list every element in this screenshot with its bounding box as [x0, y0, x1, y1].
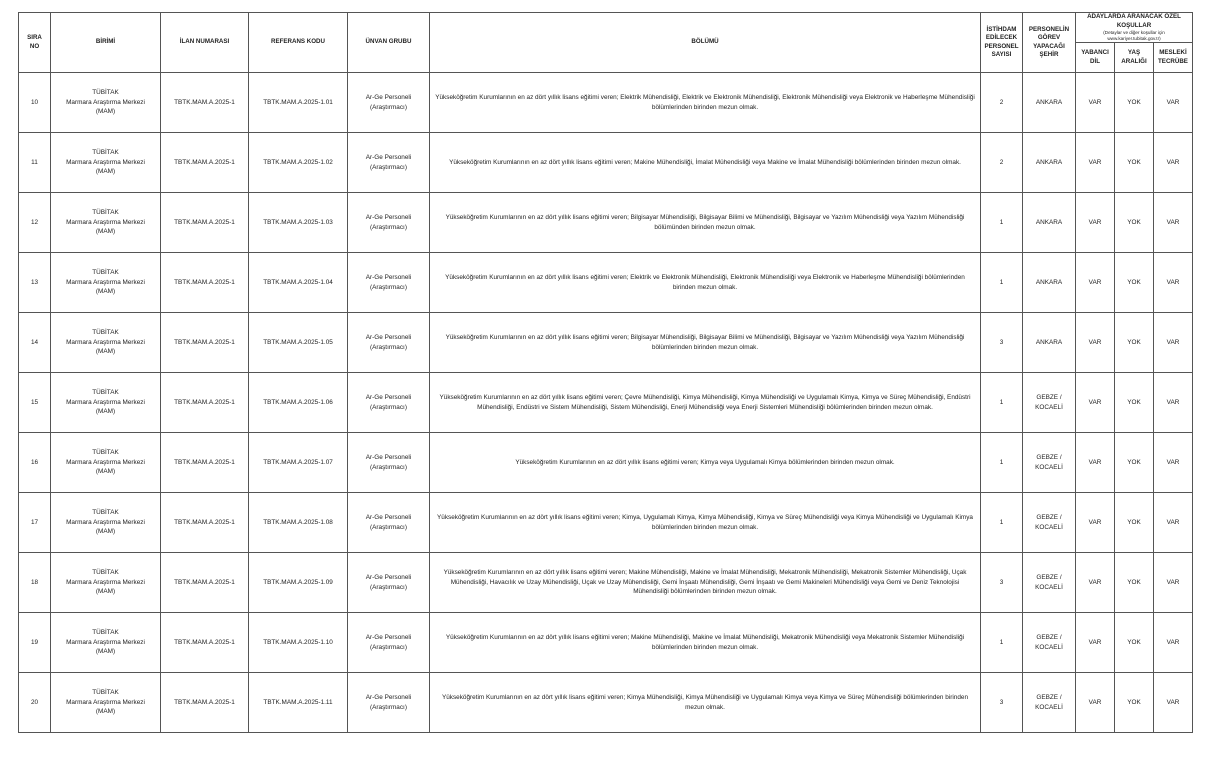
cell-sira-no: 20: [19, 673, 51, 733]
unit-line-3: (MAM): [95, 648, 116, 656]
cell-gorev-sehir: GEBZE / KOCAELİ: [1023, 373, 1076, 433]
cell-unvan-grubu: [348, 433, 430, 493]
unit-line-1: TÜBİTAK: [92, 268, 119, 276]
cell-yas-araligi: YOK: [1115, 73, 1154, 133]
cell-birimi: [51, 673, 161, 733]
unvan-line-1: Ar-Ge Personeli: [365, 693, 412, 701]
unvan-line-2: (Araştırmacı): [370, 283, 407, 291]
cell-yabanci-dil: VAR: [1076, 673, 1115, 733]
cell-bolumu: Yükseköğretim Kurumlarının en az dört yıllık lisans eğitimi veren; Elektrik ve Elektronik Mühendisliği, Elektronik Mühendisliği veya Elektronik ve Haberleşme Mühendisliği bölümlerinden birinden mezun olmak.: [430, 253, 981, 313]
cell-yas-araligi: YOK: [1115, 553, 1154, 613]
unit-line-2: Marmara Araştırma Merkezi: [66, 218, 145, 226]
cell-sira-no: 13: [19, 253, 51, 313]
header-unvan-grubu: ÜNVAN GRUBU: [348, 13, 430, 73]
unvan-line-2: (Araştırmacı): [370, 583, 407, 591]
unit-line-2: Marmara Araştırma Merkezi: [66, 698, 145, 706]
header-gorev-sehir: PERSONELİN GÖREV YAPACAĞI ŞEHİR: [1023, 13, 1076, 73]
cell-ilan-numarasi: TBTK.MAM.A.2025-1: [161, 313, 249, 373]
unvan-line-2: (Araştırmacı): [370, 523, 407, 531]
cell-unvan-grubu: [348, 73, 430, 133]
cell-yabanci-dil: VAR: [1076, 493, 1115, 553]
cell-mesleki-tecrube: VAR: [1154, 133, 1193, 193]
unit-line-3: (MAM): [95, 468, 116, 476]
unvan-line-1: Ar-Ge Personeli: [365, 213, 412, 221]
cell-ilan-numarasi: TBTK.MAM.A.2025-1: [161, 73, 249, 133]
unit-line-1: TÜBİTAK: [92, 88, 119, 96]
cell-yas-araligi: YOK: [1115, 613, 1154, 673]
unit-line-2: Marmara Araştırma Merkezi: [66, 98, 145, 106]
unvan-line-2: (Araştırmacı): [370, 643, 407, 651]
cell-referans-kodu: TBTK.MAM.A.2025-1.02: [249, 133, 348, 193]
unit-line-3: (MAM): [95, 348, 116, 356]
header-birimi: BİRİMİ: [51, 13, 161, 73]
cell-birimi: [51, 73, 161, 133]
unvan-line-1: Ar-Ge Personeli: [365, 153, 412, 161]
table-row: [19, 613, 1193, 673]
cell-yas-araligi: YOK: [1115, 493, 1154, 553]
cell-gorev-sehir: ANKARA: [1023, 193, 1076, 253]
unvan-line-1: Ar-Ge Personeli: [365, 93, 412, 101]
unvan-line-2: (Araştırmacı): [370, 103, 407, 111]
cell-personel-sayisi: 3: [981, 553, 1023, 613]
unit-line-3: (MAM): [95, 288, 116, 296]
cell-ilan-numarasi: TBTK.MAM.A.2025-1: [161, 553, 249, 613]
cell-ilan-numarasi: TBTK.MAM.A.2025-1: [161, 133, 249, 193]
cell-birimi: [51, 313, 161, 373]
header-sira-no: SIRA NO: [19, 13, 51, 73]
cell-gorev-sehir: ANKARA: [1023, 73, 1076, 133]
table-row: [19, 133, 1193, 193]
unit-line-1: TÜBİTAK: [92, 568, 119, 576]
unit-line-1: TÜBİTAK: [92, 328, 119, 336]
cell-personel-sayisi: 1: [981, 373, 1023, 433]
cell-unvan-grubu: [348, 313, 430, 373]
cell-bolumu: Yükseköğretim Kurumlarının en az dört yıllık lisans eğitimi veren; Elektrik Mühendisliği, Elektrik ve Elektronik Mühendisliği, Elektronik Mühendisliği veya Elektronik ve Haberleşme Mühendisliği bölümlerinden birinden mezun olmak.: [430, 73, 981, 133]
unvan-line-1: Ar-Ge Personeli: [365, 633, 412, 641]
header-ozel-kosullar-title: ADAYLARDA ARANACAK ÖZEL KOŞULLAR: [1087, 13, 1181, 29]
cell-mesleki-tecrube: VAR: [1154, 553, 1193, 613]
cell-birimi: [51, 613, 161, 673]
table-row: [19, 73, 1193, 133]
unit-line-3: (MAM): [95, 228, 116, 236]
cell-bolumu: Yükseköğretim Kurumlarının en az dört yıllık lisans eğitimi veren; Çevre Mühendisliği, Kimya Mühendisliği, Kimya Mühendisliği ve Uygulamalı Kimya, Kimya ve Süreç Mühendisliği, Endüstri Mühendisliği, Endüstri ve Sistem Mühendisliği, Sistem Mühendisliği, Enerji Mühendisliği veya Enerji Sistemleri Mühendisliği bölümlerinden birinden mezun olmak.: [430, 373, 981, 433]
unit-line-2: Marmara Araştırma Merkezi: [66, 398, 145, 406]
cell-gorev-sehir: GEBZE / KOCAELİ: [1023, 553, 1076, 613]
cell-sira-no: 17: [19, 493, 51, 553]
unvan-line-2: (Araştırmacı): [370, 343, 407, 351]
cell-referans-kodu: TBTK.MAM.A.2025-1.10: [249, 613, 348, 673]
cell-bolumu: Yükseköğretim Kurumlarının en az dört yıllık lisans eğitimi veren; Bilgisayar Mühendisliği, Bilgisayar Bilimi ve Mühendisliği, Bilgisayar ve Yazılım Mühendisliği veya Yazılım Mühendisliği bölümünden birinden mezun olmak.: [430, 193, 981, 253]
cell-mesleki-tecrube: VAR: [1154, 493, 1193, 553]
cell-mesleki-tecrube: VAR: [1154, 313, 1193, 373]
cell-referans-kodu: TBTK.MAM.A.2025-1.07: [249, 433, 348, 493]
cell-sira-no: 10: [19, 73, 51, 133]
cell-mesleki-tecrube: VAR: [1154, 373, 1193, 433]
cell-bolumu: Yükseköğretim Kurumlarının en az dört yıllık lisans eğitimi veren; Makine Mühendisliği, Makine ve İmalat Mühendisliği, Mekatronik Mühendisliği, Mekatronik Sistemler Mühendisliği, Uçak Mühendisliği, Havacılık ve Uzay Mühendisliği, Uçak ve Uzay Mühendisliği, Gemi İnşaatı Mühendisliği, Gemi İnşaatı ve Gemi Makineleri Mühendisliği veya Gemi ve Deniz Teknolojisi Mühendisliği bölümlerinden birinden mezun olmak.: [430, 553, 981, 613]
cell-referans-kodu: TBTK.MAM.A.2025-1.09: [249, 553, 348, 613]
cell-sira-no: 15: [19, 373, 51, 433]
cell-bolumu: Yükseköğretim Kurumlarının en az dört yıllık lisans eğitimi veren; Kimya Mühendisliği, Kimya Mühendisliği ve Uygulamalı Kimya veya Kimya ve Süreç Mühendisliği bölümlerinden birinden mezun olmak.: [430, 673, 981, 733]
cell-unvan-grubu: [348, 493, 430, 553]
table-row: [19, 553, 1193, 613]
cell-sira-no: 19: [19, 613, 51, 673]
cell-referans-kodu: TBTK.MAM.A.2025-1.04: [249, 253, 348, 313]
cell-yas-araligi: YOK: [1115, 313, 1154, 373]
cell-gorev-sehir: ANKARA: [1023, 253, 1076, 313]
cell-mesleki-tecrube: VAR: [1154, 253, 1193, 313]
cell-bolumu: Yükseköğretim Kurumlarının en az dört yıllık lisans eğitimi veren; Kimya veya Uygulamalı Kimya bölümlerinden birinden mezun olmak.: [430, 433, 981, 493]
cell-bolumu: Yükseköğretim Kurumlarının en az dört yıllık lisans eğitimi veren; Bilgisayar Mühendisliği, Bilgisayar Bilimi ve Mühendisliği, Bilgisayar ve Yazılım Mühendisliği veya Yazılım Mühendisliği bölümlerinden birinden mezun olmak.: [430, 313, 981, 373]
cell-birimi: [51, 253, 161, 313]
cell-unvan-grubu: [348, 193, 430, 253]
cell-mesleki-tecrube: VAR: [1154, 673, 1193, 733]
cell-personel-sayisi: 1: [981, 433, 1023, 493]
cell-yabanci-dil: VAR: [1076, 253, 1115, 313]
unvan-line-1: Ar-Ge Personeli: [365, 393, 412, 401]
cell-sira-no: 12: [19, 193, 51, 253]
unit-line-3: (MAM): [95, 168, 116, 176]
unit-line-3: (MAM): [95, 588, 116, 596]
unit-line-1: TÜBİTAK: [92, 628, 119, 636]
cell-personel-sayisi: 1: [981, 493, 1023, 553]
header-mesleki-tecrube: MESLEKİ TECRÜBE: [1154, 43, 1193, 73]
cell-gorev-sehir: ANKARA: [1023, 133, 1076, 193]
cell-gorev-sehir: GEBZE / KOCAELİ: [1023, 493, 1076, 553]
unvan-line-1: Ar-Ge Personeli: [365, 573, 412, 581]
cell-sira-no: 16: [19, 433, 51, 493]
unit-line-2: Marmara Araştırma Merkezi: [66, 638, 145, 646]
cell-birimi: [51, 433, 161, 493]
cell-personel-sayisi: 1: [981, 193, 1023, 253]
cell-bolumu: Yükseköğretim Kurumlarının en az dört yıllık lisans eğitimi veren; Makine Mühendisliği, Makine ve İmalat Mühendisliği, Mekatronik Mühendisliği veya Mekatronik Sistemler Mühendisliği bölümlerinden birinden mezun olmak.: [430, 613, 981, 673]
cell-yabanci-dil: VAR: [1076, 433, 1115, 493]
cell-ilan-numarasi: TBTK.MAM.A.2025-1: [161, 193, 249, 253]
table-row: [19, 493, 1193, 553]
cell-yabanci-dil: VAR: [1076, 313, 1115, 373]
cell-yas-araligi: YOK: [1115, 133, 1154, 193]
cell-yabanci-dil: VAR: [1076, 373, 1115, 433]
cell-yabanci-dil: VAR: [1076, 193, 1115, 253]
cell-yabanci-dil: VAR: [1076, 133, 1115, 193]
header-ozel-kosullar-note: (Detaylar ve diğer koşullar için www.kariyer.tubitak.gov.tr): [1103, 29, 1165, 41]
cell-birimi: [51, 193, 161, 253]
unit-line-1: TÜBİTAK: [92, 448, 119, 456]
cell-yabanci-dil: VAR: [1076, 553, 1115, 613]
cell-mesleki-tecrube: VAR: [1154, 193, 1193, 253]
table-row: [19, 253, 1193, 313]
table-header: [19, 13, 1193, 73]
cell-birimi: [51, 373, 161, 433]
unvan-line-1: Ar-Ge Personeli: [365, 273, 412, 281]
unit-line-1: TÜBİTAK: [92, 508, 119, 516]
cell-referans-kodu: TBTK.MAM.A.2025-1.05: [249, 313, 348, 373]
cell-referans-kodu: TBTK.MAM.A.2025-1.08: [249, 493, 348, 553]
cell-unvan-grubu: [348, 133, 430, 193]
cell-birimi: [51, 133, 161, 193]
cell-ilan-numarasi: TBTK.MAM.A.2025-1: [161, 433, 249, 493]
cell-ilan-numarasi: TBTK.MAM.A.2025-1: [161, 613, 249, 673]
header-yas-araligi: YAŞ ARALIĞI: [1115, 43, 1154, 73]
cell-ilan-numarasi: TBTK.MAM.A.2025-1: [161, 673, 249, 733]
unit-line-1: TÜBİTAK: [92, 388, 119, 396]
unvan-line-2: (Araştırmacı): [370, 403, 407, 411]
cell-unvan-grubu: [348, 613, 430, 673]
unvan-line-1: Ar-Ge Personeli: [365, 513, 412, 521]
unvan-line-1: Ar-Ge Personeli: [365, 453, 412, 461]
cell-sira-no: 11: [19, 133, 51, 193]
cell-mesleki-tecrube: VAR: [1154, 73, 1193, 133]
cell-yas-araligi: YOK: [1115, 253, 1154, 313]
header-ozel-kosullar: [1076, 13, 1193, 43]
unvan-line-2: (Araştırmacı): [370, 163, 407, 171]
table-row: [19, 673, 1193, 733]
cell-gorev-sehir: ANKARA: [1023, 313, 1076, 373]
table-row: [19, 313, 1193, 373]
cell-bolumu: Yükseköğretim Kurumlarının en az dört yıllık lisans eğitimi veren; Makine Mühendisliği, İmalat Mühendisliği veya Makine ve İmalat Mühendisliği bölümlerinden birinden mezun olmak.: [430, 133, 981, 193]
unit-line-2: Marmara Araştırma Merkezi: [66, 278, 145, 286]
unit-line-3: (MAM): [95, 108, 116, 116]
table-row: [19, 373, 1193, 433]
cell-yas-araligi: YOK: [1115, 433, 1154, 493]
cell-birimi: [51, 553, 161, 613]
cell-personel-sayisi: 1: [981, 613, 1023, 673]
header-referans-kodu: REFERANS KODU: [249, 13, 348, 73]
cell-yas-araligi: YOK: [1115, 193, 1154, 253]
cell-referans-kodu: TBTK.MAM.A.2025-1.01: [249, 73, 348, 133]
unit-line-2: Marmara Araştırma Merkezi: [66, 578, 145, 586]
cell-yabanci-dil: VAR: [1076, 73, 1115, 133]
cell-mesleki-tecrube: VAR: [1154, 613, 1193, 673]
cell-personel-sayisi: 2: [981, 73, 1023, 133]
cell-personel-sayisi: 3: [981, 313, 1023, 373]
cell-unvan-grubu: [348, 553, 430, 613]
cell-personel-sayisi: 2: [981, 133, 1023, 193]
cell-unvan-grubu: [348, 373, 430, 433]
cell-referans-kodu: TBTK.MAM.A.2025-1.06: [249, 373, 348, 433]
cell-bolumu: Yükseköğretim Kurumlarının en az dört yıllık lisans eğitimi veren; Kimya, Uygulamalı Kimya, Kimya Mühendisliği, Kimya ve Süreç Mühendisliği veya Kimya Mühendisliği ve Uygulamalı Kimya bölümlerinden birinden mezun olmak.: [430, 493, 981, 553]
unvan-line-2: (Araştırmacı): [370, 463, 407, 471]
header-ilan-numarasi: İLAN NUMARASI: [161, 13, 249, 73]
cell-personel-sayisi: 1: [981, 253, 1023, 313]
cell-referans-kodu: TBTK.MAM.A.2025-1.11: [249, 673, 348, 733]
unit-line-1: TÜBİTAK: [92, 688, 119, 696]
table-body: [19, 73, 1193, 733]
cell-sira-no: 18: [19, 553, 51, 613]
table-row: [19, 193, 1193, 253]
cell-mesleki-tecrube: VAR: [1154, 433, 1193, 493]
header-yabanci-dil: YABANCI DİL: [1076, 43, 1115, 73]
cell-ilan-numarasi: TBTK.MAM.A.2025-1: [161, 493, 249, 553]
unvan-line-2: (Araştırmacı): [370, 703, 407, 711]
unvan-line-1: Ar-Ge Personeli: [365, 333, 412, 341]
cell-yabanci-dil: VAR: [1076, 613, 1115, 673]
unvan-line-2: (Araştırmacı): [370, 223, 407, 231]
cell-yas-araligi: YOK: [1115, 373, 1154, 433]
cell-unvan-grubu: [348, 673, 430, 733]
unit-line-3: (MAM): [95, 408, 116, 416]
header-bolumu: BÖLÜMÜ: [430, 13, 981, 73]
unit-line-3: (MAM): [95, 708, 116, 716]
unit-line-2: Marmara Araştırma Merkezi: [66, 158, 145, 166]
unit-line-2: Marmara Araştırma Merkezi: [66, 338, 145, 346]
unit-line-2: Marmara Araştırma Merkezi: [66, 518, 145, 526]
header-personel-sayisi: İSTİHDAM EDİLECEK PERSONEL SAYISI: [981, 13, 1023, 73]
cell-personel-sayisi: 3: [981, 673, 1023, 733]
table-row: [19, 433, 1193, 493]
cell-gorev-sehir: GEBZE / KOCAELİ: [1023, 433, 1076, 493]
cell-yas-araligi: YOK: [1115, 673, 1154, 733]
cell-referans-kodu: TBTK.MAM.A.2025-1.03: [249, 193, 348, 253]
unit-line-1: TÜBİTAK: [92, 148, 119, 156]
job-listing-table: [18, 12, 1193, 733]
cell-gorev-sehir: GEBZE / KOCAELİ: [1023, 673, 1076, 733]
cell-sira-no: 14: [19, 313, 51, 373]
cell-birimi: [51, 493, 161, 553]
unit-line-3: (MAM): [95, 528, 116, 536]
cell-unvan-grubu: [348, 253, 430, 313]
unit-line-1: TÜBİTAK: [92, 208, 119, 216]
cell-ilan-numarasi: TBTK.MAM.A.2025-1: [161, 373, 249, 433]
cell-gorev-sehir: GEBZE / KOCAELİ: [1023, 613, 1076, 673]
unit-line-2: Marmara Araştırma Merkezi: [66, 458, 145, 466]
cell-ilan-numarasi: TBTK.MAM.A.2025-1: [161, 253, 249, 313]
